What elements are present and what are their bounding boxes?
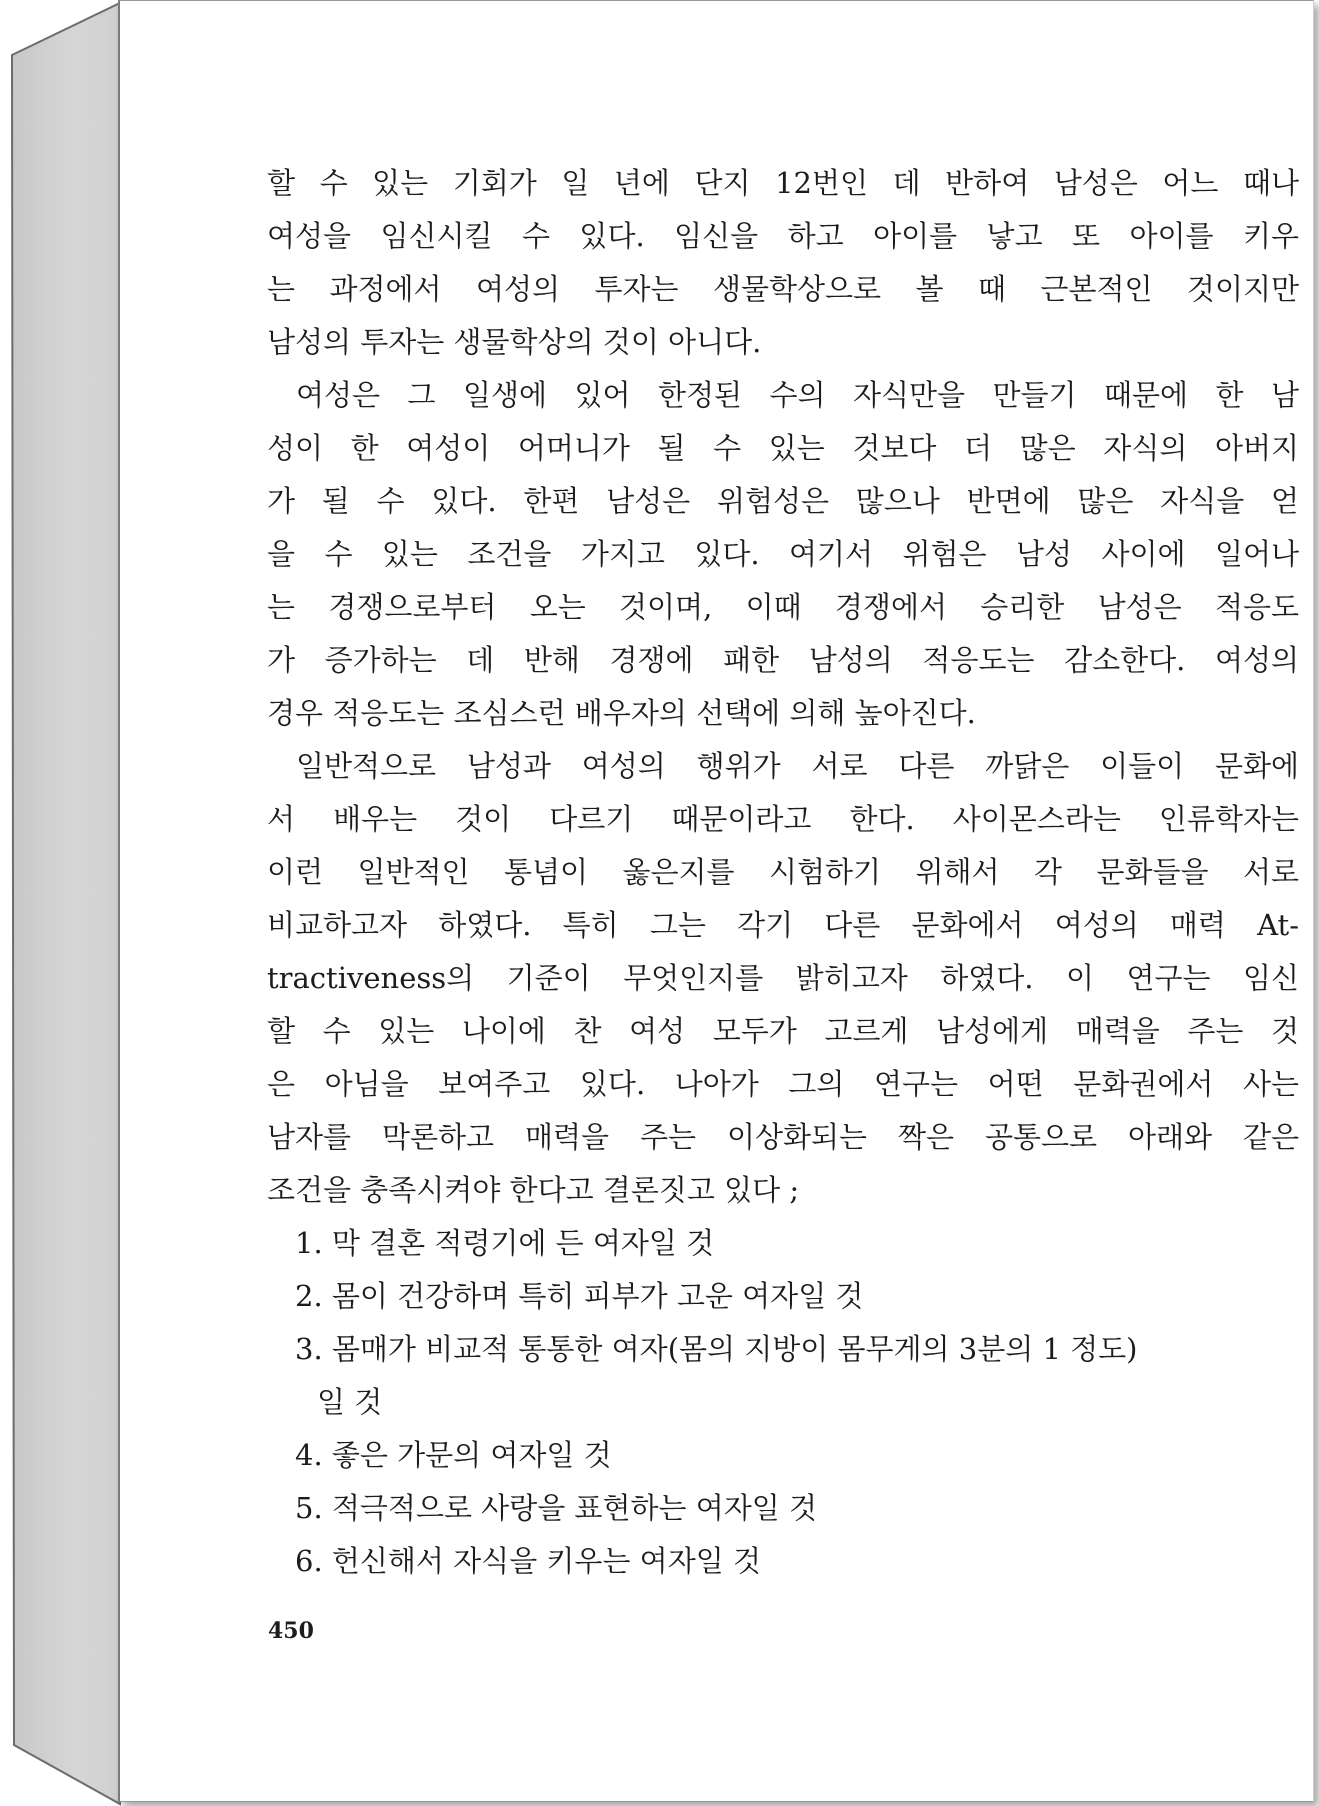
- text-line: 은 아님을 보여주고 있다. 나아가 그의 연구는 어떤 문화권에서 사는: [267, 1067, 1299, 1101]
- text-line: 는 경쟁으로부터 오는 것이며, 이때 경쟁에서 승리한 남성은 적응도: [267, 590, 1299, 624]
- text-line: 서 배우는 것이 다르기 때문이라고 한다. 사이몬스라는 인류학자는: [267, 802, 1299, 836]
- text-line: 할 수 있는 기회가 일 년에 단지 12번인 데 반하여 남성은 어느 때나: [267, 166, 1299, 200]
- text-line: 할 수 있는 나이에 찬 여성 모두가 고르게 남성에게 매력을 주는 것: [267, 1014, 1299, 1048]
- list-item: 2. 몸이 건강하며 특히 피부가 고운 여자일 것: [295, 1279, 864, 1313]
- book-spine: [0, 0, 122, 1806]
- list-item: 4. 좋은 가문의 여자일 것: [295, 1438, 612, 1472]
- text-line: 여성은 그 일생에 있어 한정된 수의 자식만을 만들기 때문에 한 남: [296, 378, 1299, 412]
- text-line: 남자를 막론하고 매력을 주는 이상화되는 짝은 공통으로 아래와 같은: [267, 1120, 1299, 1154]
- text-line: 남성의 투자는 생물학상의 것이 아니다.: [267, 325, 762, 359]
- text-line: 조건을 충족시켜야 한다고 결론짓고 있다 ;: [267, 1173, 800, 1207]
- text-line: 일반적으로 남성과 여성의 행위가 서로 다른 까닭은 이들이 문화에: [296, 749, 1299, 783]
- page-body-text: [267, 157, 1299, 1588]
- text-line: tractiveness의 기준이 무엇인지를 밝히고자 하였다. 이 연구는 임신: [267, 961, 1299, 995]
- text-line: 여성을 임신시킬 수 있다. 임신을 하고 아이를 낳고 또 아이를 키우: [267, 219, 1299, 253]
- text-line: 는 과정에서 여성의 투자는 생물학상으로 볼 때 근본적인 것이지만: [267, 272, 1299, 306]
- text-line: 가 될 수 있다. 한편 남성은 위험성은 많으나 반면에 많은 자식을 얻: [267, 484, 1299, 518]
- text-line: 비교하고자 하였다. 특히 그는 각기 다른 문화에서 여성의 매력 At-: [267, 908, 1299, 942]
- text-line: 경우 적응도는 조심스런 배우자의 선택에 의해 높아진다.: [267, 696, 976, 730]
- text-line: 을 수 있는 조건을 가지고 있다. 여기서 위험은 남성 사이에 일어나: [267, 537, 1299, 571]
- list-item-continuation: 일 것: [317, 1385, 383, 1419]
- text-line: 가 증가하는 데 반해 경쟁에 패한 남성의 적응도는 감소한다. 여성의: [267, 643, 1299, 677]
- text-line: 성이 한 여성이 어머니가 될 수 있는 것보다 더 많은 자식의 아버지: [267, 431, 1299, 465]
- list-item: 3. 몸매가 비교적 통통한 여자(몸의 지방이 몸무게의 3분의 1 정도): [295, 1332, 1138, 1366]
- book-page: [118, 0, 1314, 1802]
- text-line: 이런 일반적인 통념이 옳은지를 시험하기 위해서 각 문화들을 서로: [267, 855, 1299, 889]
- page-number: 450: [268, 1618, 314, 1644]
- list-item: 1. 막 결혼 적령기에 든 여자일 것: [295, 1226, 715, 1260]
- list-item: 6. 헌신해서 자식을 키우는 여자일 것: [295, 1544, 761, 1578]
- list-item: 5. 적극적으로 사랑을 표현하는 여자일 것: [295, 1491, 817, 1525]
